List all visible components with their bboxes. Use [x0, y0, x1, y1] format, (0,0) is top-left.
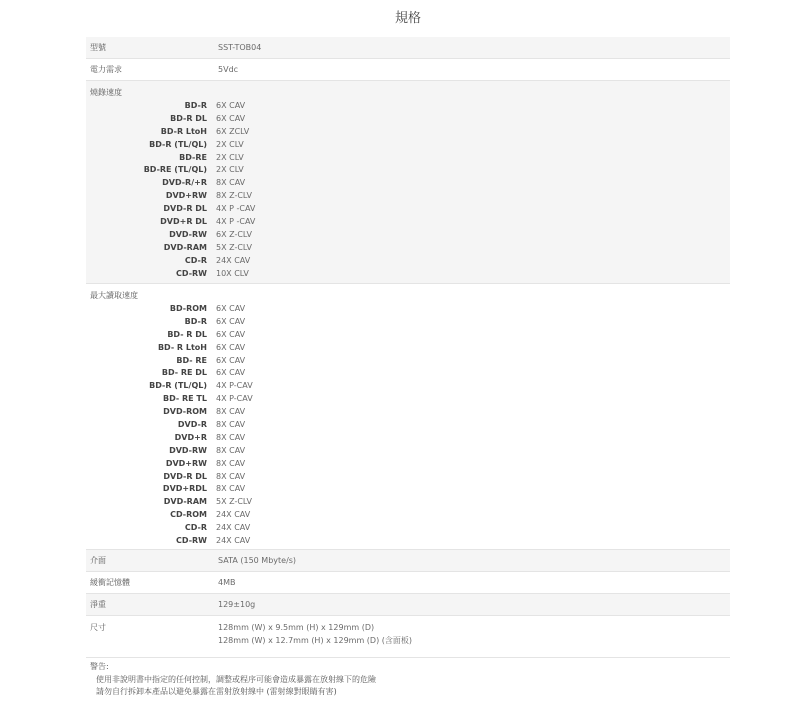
media-type: DVD-RAM [163, 242, 207, 252]
speed-row [86, 445, 730, 458]
media-type: DVD-R [177, 420, 207, 430]
media-type: BD- RE [176, 355, 207, 365]
burn-speed-list [86, 100, 730, 280]
spec-label: 緩衝記憶體 [90, 578, 130, 587]
speed-value: 8X CAV [216, 407, 246, 417]
speed-row [86, 483, 730, 496]
speed-value: 4X P -CAV [216, 217, 256, 227]
speed-value: 24X CAV [216, 510, 251, 520]
speed-row [86, 342, 730, 355]
speed-row [86, 229, 730, 242]
speed-row [86, 522, 730, 535]
page-title: 規格 [394, 11, 421, 26]
media-type: CD-RW [176, 268, 207, 278]
media-type: CD-R [184, 255, 207, 265]
speed-value: 8X CAV [216, 458, 246, 468]
spec-row-buffer [86, 572, 730, 594]
spec-table [86, 37, 730, 658]
speed-row [86, 458, 730, 471]
speed-value: 6X CAV [216, 304, 246, 313]
spec-row-model [86, 37, 730, 59]
media-type: DVD-R/+R [162, 178, 207, 188]
spec-label: 燒錄速度 [90, 88, 122, 97]
speed-row [86, 100, 730, 113]
dimension-line: 128mm (W) x 12.7mm (H) x 129mm (D) (含面板) [218, 635, 412, 645]
media-type: BD-ROM [169, 304, 207, 313]
media-type: DVD-RW [169, 229, 207, 239]
speed-value: 4X P-CAV [216, 381, 253, 391]
media-type: BD-R (TL/QL) [149, 139, 207, 149]
spec-value: SST-TOB04 [218, 43, 262, 52]
speed-value: 6X CAV [216, 316, 246, 326]
speed-row [86, 203, 730, 216]
speed-row [86, 139, 730, 152]
media-type: DVD-RAM [163, 497, 207, 507]
speed-value: 4X P -CAV [216, 204, 256, 214]
speed-value: 5X Z-CLV [216, 242, 252, 252]
speed-value: 6X CAV [216, 101, 246, 110]
spec-label: 電力需求 [90, 65, 122, 74]
speed-value: 10X CLV [216, 268, 249, 278]
speed-value: 8X CAV [216, 432, 246, 442]
media-type: BD- RE TL [163, 394, 207, 404]
speed-row [86, 471, 730, 484]
speed-row [86, 177, 730, 190]
media-type: DVD-R DL [163, 204, 207, 214]
spec-value: 4MB [218, 578, 236, 587]
dimension-line: 128mm (W) x 9.5mm (H) x 129mm (D) [218, 623, 375, 632]
speed-value: 5X Z-CLV [216, 497, 252, 507]
speed-row [86, 255, 730, 268]
speed-value: 8X CAV [216, 484, 246, 494]
speed-row [86, 152, 730, 165]
speed-value: 8X CAV [216, 178, 246, 188]
media-type: DVD+RDL [162, 484, 207, 494]
warning-line: 使用非說明書中指定的任何控制，調整或程序可能會造成暴露在放射線下的危險 [96, 674, 376, 684]
speed-row [86, 164, 730, 177]
media-type: BD-RE (TL/QL) [143, 165, 207, 175]
speed-row [86, 380, 730, 393]
speed-value: 8X Z-CLV [216, 191, 252, 201]
media-type: DVD-ROM [163, 407, 207, 417]
spec-label: 尺寸 [90, 623, 106, 632]
spec-row-interface [86, 550, 730, 572]
warning-heading: 警告: [90, 662, 109, 671]
warning-note [90, 661, 376, 699]
spec-row-weight [86, 594, 730, 616]
speed-row [86, 432, 730, 445]
media-type: DVD-RW [169, 445, 207, 455]
speed-row [86, 113, 730, 126]
speed-value: 8X CAV [216, 471, 246, 481]
speed-value: 8X CAV [216, 420, 246, 430]
speed-row [86, 329, 730, 342]
media-type: BD- R LtoH [157, 342, 207, 352]
spec-row-power [86, 59, 730, 81]
speed-row [86, 216, 730, 229]
media-type: BD-R LtoH [160, 126, 207, 136]
spec-label: 淨重 [90, 600, 106, 609]
spec-row-dimensions [86, 616, 730, 658]
media-type: BD-RE [179, 152, 207, 162]
spec-row-burn-speed [86, 81, 730, 284]
spec-label: 最大讀取速度 [90, 291, 138, 300]
media-type: BD-R [184, 316, 207, 326]
spec-label: 介面 [90, 556, 106, 565]
media-type: CD-ROM [170, 510, 207, 520]
speed-value: 4X P-CAV [216, 394, 253, 404]
speed-value: 6X CAV [216, 355, 246, 365]
speed-row [86, 268, 730, 281]
spec-value: 5Vdc [218, 65, 239, 74]
speed-row [86, 496, 730, 509]
spec-value [218, 622, 730, 647]
speed-value: 8X CAV [216, 445, 246, 455]
speed-value: 24X CAV [216, 536, 251, 546]
media-type: DVD+RW [165, 191, 207, 201]
speed-value: 6X Z-CLV [216, 229, 252, 239]
speed-row [86, 419, 730, 432]
spec-value: SATA (150 Mbyte/s) [218, 556, 297, 565]
speed-value: 2X CLV [216, 139, 244, 149]
speed-value: 6X CAV [216, 113, 246, 123]
warning-line: 請勿自行拆卸本產品以避免暴露在雷射放射線中 (雷射線對眼睛有害) [96, 687, 337, 697]
speed-row [86, 393, 730, 406]
media-type: BD- R DL [167, 329, 207, 339]
media-type: CD-R [184, 523, 207, 533]
media-type: BD-R DL [170, 113, 207, 123]
speed-value: 6X CAV [216, 342, 246, 352]
speed-row [86, 303, 730, 316]
media-type: DVD-R DL [163, 471, 207, 481]
speed-value: 6X CAV [216, 329, 246, 339]
speed-row [86, 316, 730, 329]
speed-row [86, 242, 730, 255]
speed-row [86, 535, 730, 548]
speed-value: 24X CAV [216, 255, 251, 265]
speed-value: 2X CLV [216, 152, 244, 162]
speed-value: 2X CLV [216, 165, 244, 175]
spec-row-read-speed [86, 284, 730, 550]
media-type: BD-R [184, 101, 207, 110]
media-type: BD-R (TL/QL) [149, 381, 207, 391]
speed-row [86, 190, 730, 203]
speed-row [86, 509, 730, 522]
media-type: DVD+RW [165, 458, 207, 468]
speed-row [86, 126, 730, 139]
speed-value: 24X CAV [216, 523, 251, 533]
media-type: DVD+R DL [160, 217, 207, 227]
speed-row [86, 355, 730, 368]
media-type: DVD+R [174, 432, 207, 442]
spec-value: 129±10g [218, 600, 256, 609]
speed-row [86, 406, 730, 419]
media-type: CD-RW [176, 536, 207, 546]
spec-label: 型號 [90, 43, 106, 52]
speed-row [86, 367, 730, 380]
media-type: BD- RE DL [161, 368, 207, 378]
read-speed-list [86, 303, 730, 548]
speed-value: 6X CAV [216, 368, 246, 378]
speed-value: 6X ZCLV [216, 126, 250, 136]
